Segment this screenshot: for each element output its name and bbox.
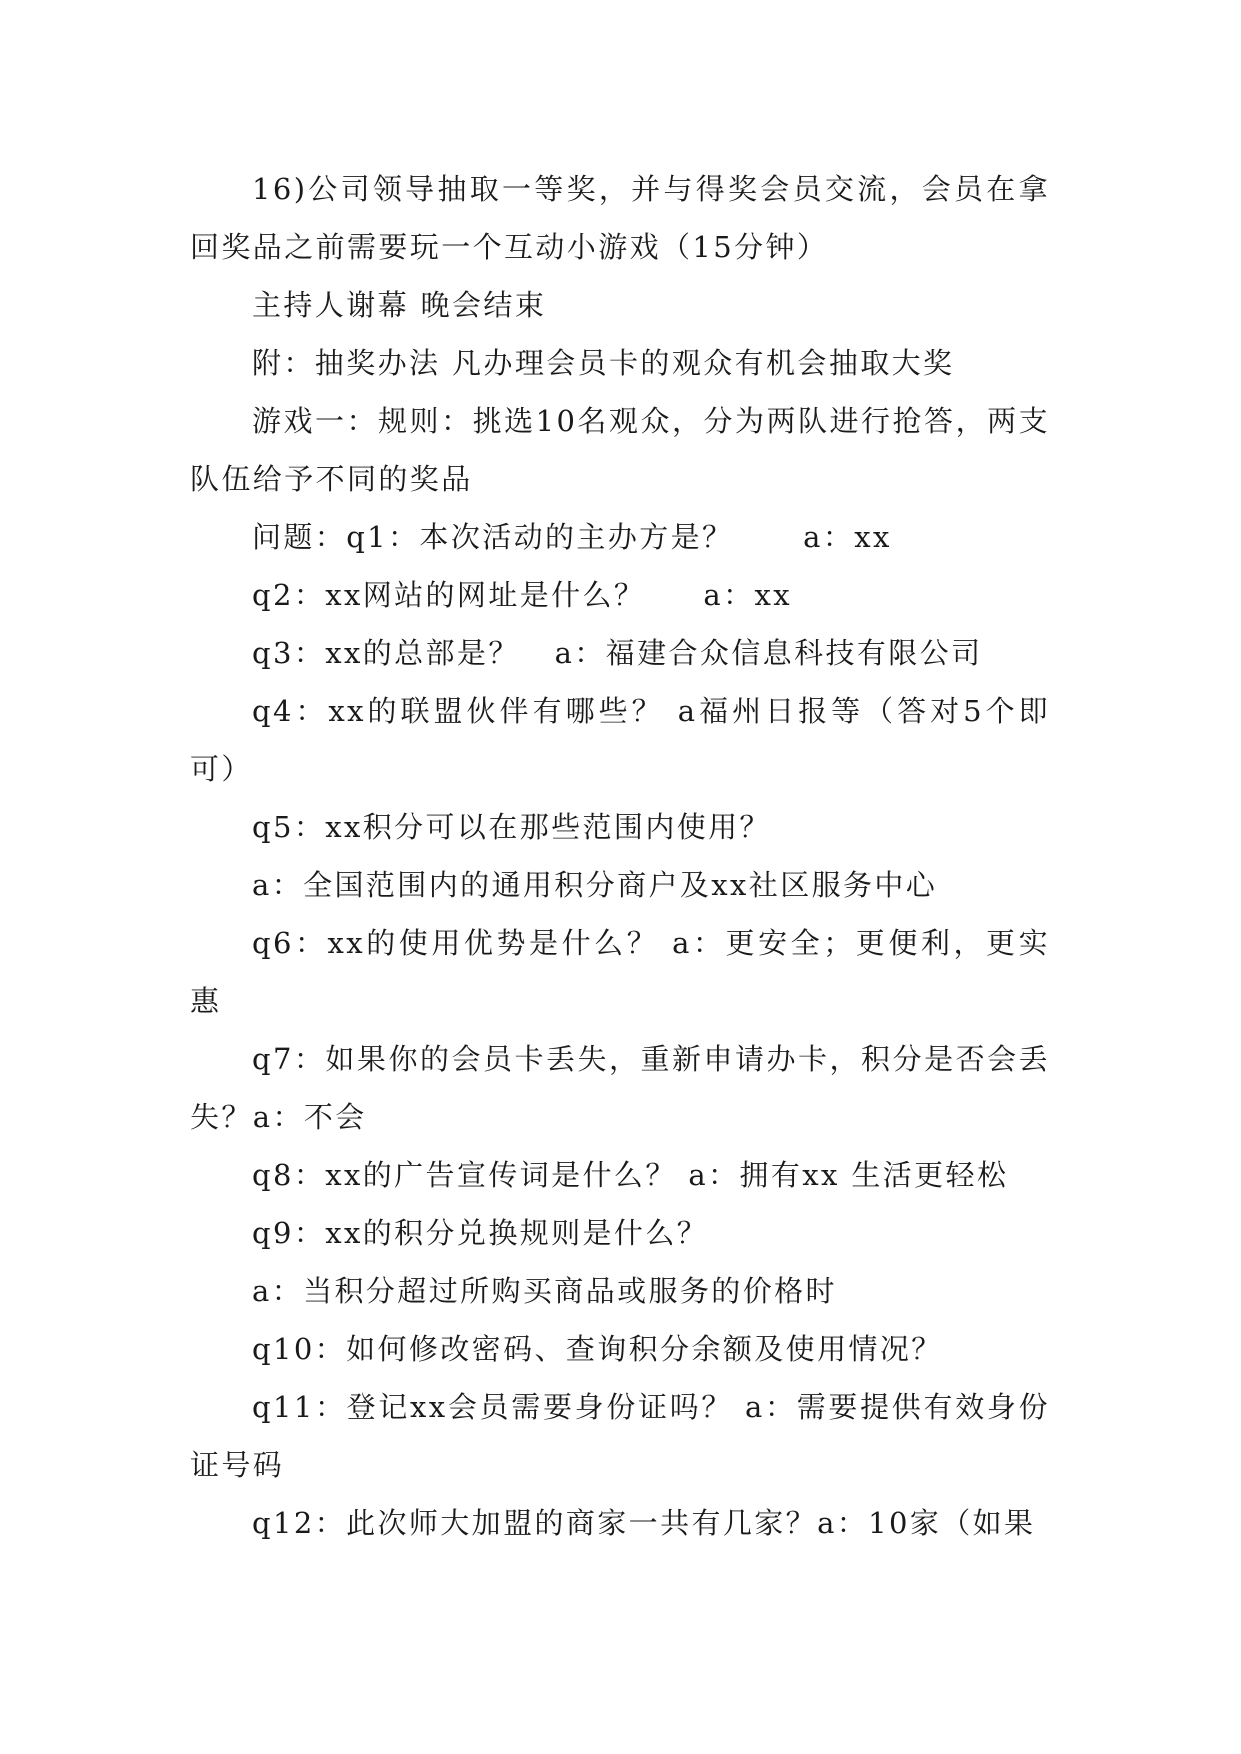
paragraph-answer-5: a：全国范围内的通用积分商户及xx社区服务中心 xyxy=(252,868,938,902)
paragraph-question-4: q4：xx的联盟伙伴有哪些？ a福州日报等（答对5个即可） xyxy=(190,694,1050,786)
paragraph-question-6: q6：xx的使用优势是什么？ a：更安全；更便利，更实惠 xyxy=(190,926,1050,1018)
paragraph-question-9: q9：xx的积分兑换规则是什么？ xyxy=(252,1216,709,1250)
paragraph-question-12: q12：此次师大加盟的商家一共有几家？a：10家（如果 xyxy=(252,1506,1036,1540)
paragraph-first-prize: 16)公司领导抽取一等奖，并与得奖会员交流，会员在拿回奖品之前需要玩一个互动小游戏（15分钟） xyxy=(190,172,1050,264)
paragraph-question-2: q2：xx网站的网址是什么？ a：xx xyxy=(252,578,793,612)
paragraph-host-closing: 主持人谢幕 晚会结束 xyxy=(252,288,547,322)
paragraph-question-10: q10：如何修改密码、查询积分余额及使用情况？ xyxy=(252,1332,943,1366)
paragraph-lottery-method: 附：抽奖办法 凡办理会员卡的观众有机会抽取大奖 xyxy=(252,346,955,380)
paragraph-question-5: q5：xx积分可以在那些范围内使用？ xyxy=(252,810,771,844)
paragraph-question-8: q8：xx的广告宣传词是什么？ a：拥有xx 生活更轻松 xyxy=(252,1158,1009,1192)
paragraph-game-one-rules: 游戏一：规则：挑选10名观众，分为两队进行抢答，两支队伍给予不同的奖品 xyxy=(190,404,1050,496)
paragraph-question-1: 问题：q1：本次活动的主办方是？ a：xx xyxy=(252,520,892,554)
paragraph-question-7: q7：如果你的会员卡丢失，重新申请办卡，积分是否会丢失？a：不会 xyxy=(190,1042,1050,1134)
paragraph-question-3: q3：xx的总部是？ a：福建合众信息科技有限公司 xyxy=(252,636,983,670)
document-body xyxy=(190,160,1050,1552)
paragraph-question-11: q11：登记xx会员需要身份证吗？ a：需要提供有效身份证号码 xyxy=(190,1390,1050,1482)
paragraph-answer-9: a：当积分超过所购买商品或服务的价格时 xyxy=(252,1274,837,1308)
